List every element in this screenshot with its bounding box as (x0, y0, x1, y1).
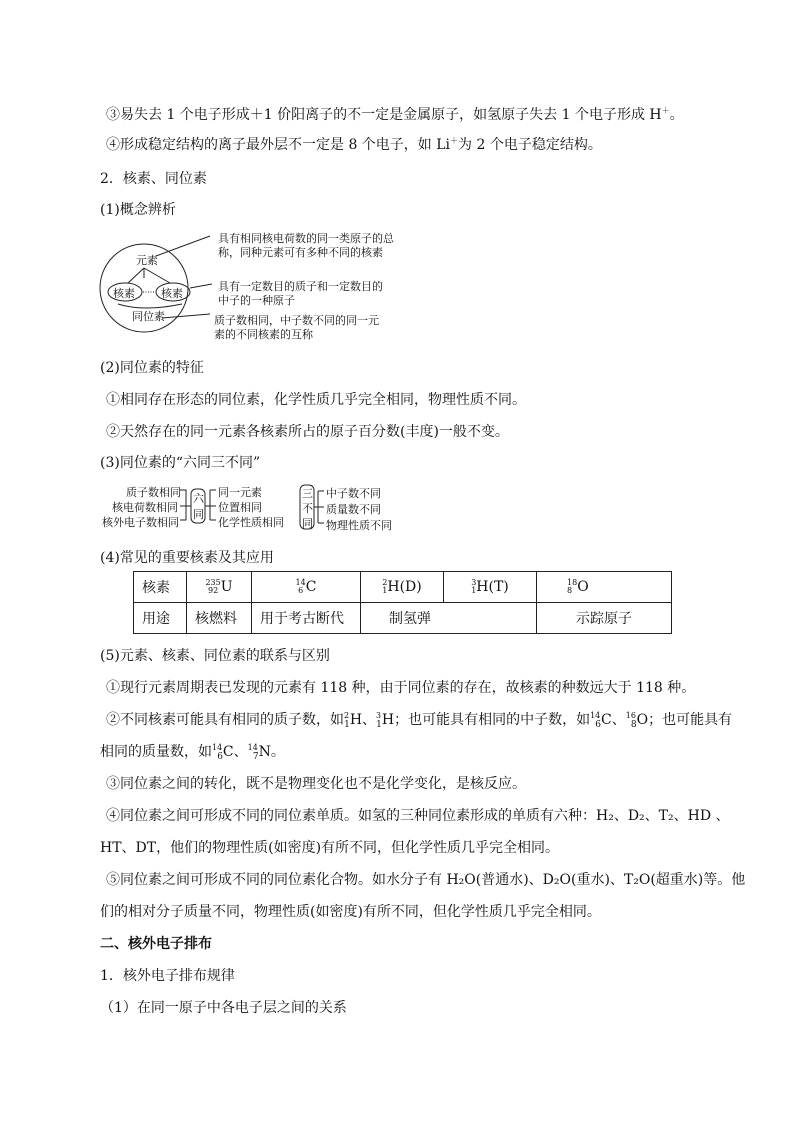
diff-mass-number: 质量数不同 (326, 503, 381, 516)
element-label: 元素 (136, 254, 158, 267)
diff-physical-property: 物理性质不同 (326, 519, 392, 532)
relation-5-line2: 们的相对分子质量不同，物理性质(如密度)有所不同，但化学性质几乎完全相同。 (100, 904, 601, 920)
table-cell: 3 1 H(T) (444, 572, 537, 603)
six-three-diagram (98, 482, 418, 532)
heading-concept: (1)概念辨析 (100, 202, 176, 218)
relation-4-line1: ④同位素之间可形成不同的同位素单质。如氢的三种同位素形成的单质有六种：H₂、D₂、T₂、HD 、 (106, 808, 730, 824)
same-nuclear-charge: 核电荷数相同 (112, 501, 178, 514)
table-cell: 核素 (134, 572, 187, 603)
table-row (134, 603, 672, 634)
table-cell: 2 1 H(D) (361, 572, 444, 603)
same-electron-count: 核外电子数相同 (102, 516, 179, 529)
table-cell: 核燃料 (187, 603, 252, 634)
six-box-char2: 同 (193, 508, 204, 521)
table-cell: 14 6 C (252, 572, 361, 603)
three-box-char1: 三 (302, 487, 313, 500)
isotope-label: 同位素 (132, 310, 165, 323)
feature-1: ①相同存在形态的同位素，化学性质几乎完全相同，物理性质不同。 (106, 392, 526, 408)
heading-feature: (2)同位素的特征 (100, 360, 204, 376)
table-cell: 用于考古断代 (252, 603, 361, 634)
same-position: 位置相同 (218, 501, 262, 514)
paragraph-lithium-ion: ④形成稳定结构的离子最外层不一定是 8 个电子，如 Li＋为 2 个电子稳定结构。 (106, 136, 602, 153)
same-proton-count: 质子数相同 (126, 486, 181, 499)
nuclide-right-label: 核素 (161, 287, 183, 300)
table-cell: 示踪原子 (537, 603, 672, 634)
relation-4-line2: HT、DT，他们的物理性质(如密度)有所不同，但化学性质几乎完全相同。 (100, 840, 560, 856)
table-row (134, 572, 672, 603)
desc-element-line1: 具有相同核电荷数的同一类原子的总 (218, 232, 394, 245)
desc-isotope-line1: 质子数相同，中子数不同的同一元 (214, 314, 379, 327)
desc-element-line2: 称，同种元素可有多种不同的核素 (218, 246, 383, 259)
relation-3: ③同位素之间的转化，既不是物理变化也不是化学变化，是核反应。 (106, 776, 526, 792)
six-box-char1: 六 (193, 492, 204, 505)
nuclide-table (133, 571, 672, 634)
section-heading-electron: 二、核外电子排布 (100, 936, 212, 952)
feature-2: ②天然存在的同一元素各核素所占的原子百分数(丰度)一般不变。 (106, 424, 509, 440)
table-cell: 235 92 U (187, 572, 252, 603)
relation-5-line1: ⑤同位素之间可形成不同的同位素化合物。如水分子有 H₂O(普通水)、D₂O(重水)、T₂O(超重水)等。他 (106, 872, 746, 888)
heading-six-same: (3)同位素的“六同三不同” (100, 455, 261, 471)
heading-nuclide-isotope: 2．核素、同位素 (100, 171, 207, 187)
table-cell: 制氢弹 (361, 603, 537, 634)
desc-nuclide-line2: 中子的一种原子 (218, 294, 295, 307)
relation-1: ①现行元素周期表已发现的元素有 118 种，由于同位素的存在，故核素的种数远大于 118 种。 (106, 680, 696, 696)
nuclide-left-label: 核素 (113, 287, 135, 300)
relation-2-line2: 相同的质量数，如$^{14}_6$C、$^{14}_7$N。 (100, 743, 285, 762)
three-box-char2: 不 (302, 502, 313, 515)
diff-neutron-count: 中子数不同 (326, 487, 381, 500)
heading-electron-rule-1: （1）在同一原子中各电子层之间的关系 (100, 1000, 347, 1016)
heading-relation: (5)元素、核素、同位素的联系与区别 (100, 648, 330, 664)
heading-common-nuclides: (4)常见的重要核素及其应用 (100, 550, 274, 566)
three-box-char3: 同 (302, 517, 313, 530)
table-cell: 18 8 O (537, 572, 672, 603)
table-cell: 用途 (134, 603, 187, 634)
same-chemical-property: 化学性质相同 (218, 516, 284, 529)
same-element: 同一元素 (218, 486, 262, 499)
concept-diagram (98, 226, 398, 344)
heading-electron-rule: 1．核外电子排布规律 (100, 968, 235, 984)
paragraph-hydrogen-cation: ③易失去 1 个电子形成＋1 价阳离子的不一定是金属原子，如氢原子失去 1 个电子形成 H＋。 (106, 106, 684, 123)
relation-2-line1: ②不同核素可能具有相同的质子数，如$^2_1$H、$^3_1$H；也可能具有相同的中子数，如$^{14}_6$C、$^{16}_8$O；也可能具有 (106, 711, 733, 730)
desc-nuclide-line1: 具有一定数目的质子和一定数目的 (218, 280, 383, 293)
desc-isotope-line2: 素的不同核素的互称 (214, 328, 313, 341)
